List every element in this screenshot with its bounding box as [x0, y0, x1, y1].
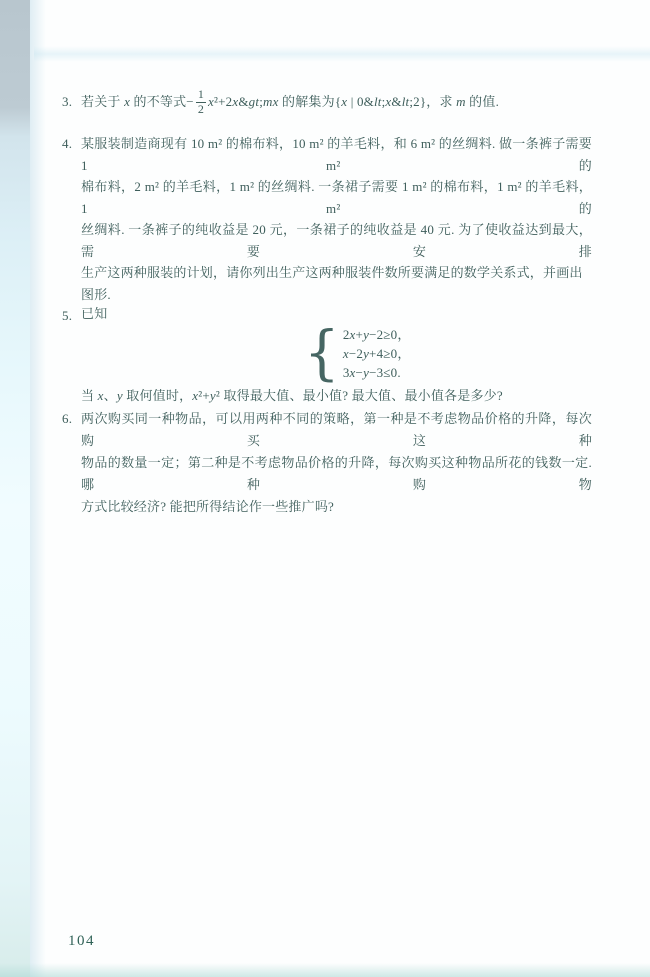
fraction-one-half [196, 88, 206, 115]
problem-4-text [81, 133, 592, 305]
problem-4 [62, 133, 592, 305]
fraction-denominator: 2 [197, 101, 205, 116]
problem-5-intro: 已知 [81, 306, 108, 321]
problem-5-number: 5. [62, 308, 73, 323]
problem-3 [62, 84, 592, 120]
inequality-lines [343, 325, 411, 382]
problem-text-line: 生产这两种服装的计划，请你列出生产这两种服装件数所要满足的数学关系式，并画出图形. [81, 265, 583, 302]
problem-3-post: x²+2x&gt;mx 的解集为{x | 0&lt;x&lt;2}，求 m 的值. [208, 94, 500, 110]
problem-5-text [81, 305, 592, 406]
problem-6-text [81, 408, 592, 518]
problem-3-pre: 若关于 x 的不等式− [81, 94, 194, 110]
problem-5 [62, 305, 592, 406]
problem-4-number: 4. [62, 136, 73, 151]
scan-gutter-fade [30, 0, 46, 977]
left-brace-icon: { [304, 318, 340, 388]
scan-gutter-shade [0, 0, 30, 977]
problem-text-line: 方式比较经济? 能把所得结论作一些推广吗? [81, 499, 334, 514]
scan-band-top [34, 46, 650, 62]
scan-band-bottom [0, 963, 650, 977]
inequality-line: x−2y+4≥0， [342, 346, 411, 361]
problem-text-line: 物品的数量一定；第二种是不考虑物品价格的升降，每次购买这种物品所花的钱数一定. 哪种购物 [81, 455, 592, 492]
problem-3-text [81, 88, 592, 115]
problem-text-line: 某服装制造商现有 10 m² 的棉布料，10 m² 的羊毛料，和 6 m² 的丝绸料. 做一条裤子需要 1 m² 的 [81, 136, 592, 173]
exercise-list [62, 84, 592, 518]
problem-text-line: 两次购买同一种物品，可以用两种不同的策略，第一种是不考虑物品价格的升降，每次购买这种 [81, 411, 592, 448]
problem-6-number: 6. [62, 411, 73, 426]
problem-text-line: 丝绸料. 一条裤子的纯收益是 20 元，一条裙子的纯收益是 40 元. 为了使收益达到最大，需要安排 [81, 222, 592, 259]
problem-3-number: 3. [62, 94, 73, 110]
page-number: 104 [68, 933, 95, 949]
inequality-line: 2x+y−2≥0， [342, 327, 411, 342]
problem-text-line: 棉布料，2 m² 的羊毛料，1 m² 的丝绸料. 一条裙子需要 1 m² 的棉布料，1 m² 的羊毛料，1 m² 的 [81, 179, 592, 216]
fraction-numerator: 1 [197, 87, 205, 102]
problem-6 [62, 408, 592, 518]
inequality-system [304, 318, 592, 388]
inequality-line: 3x−y−3≤0. [342, 365, 401, 380]
problem-5-question: 当 x、y 取何值时，x²+y² 取得最大值、最小值? 最大值、最小值各是多少? [81, 388, 503, 403]
